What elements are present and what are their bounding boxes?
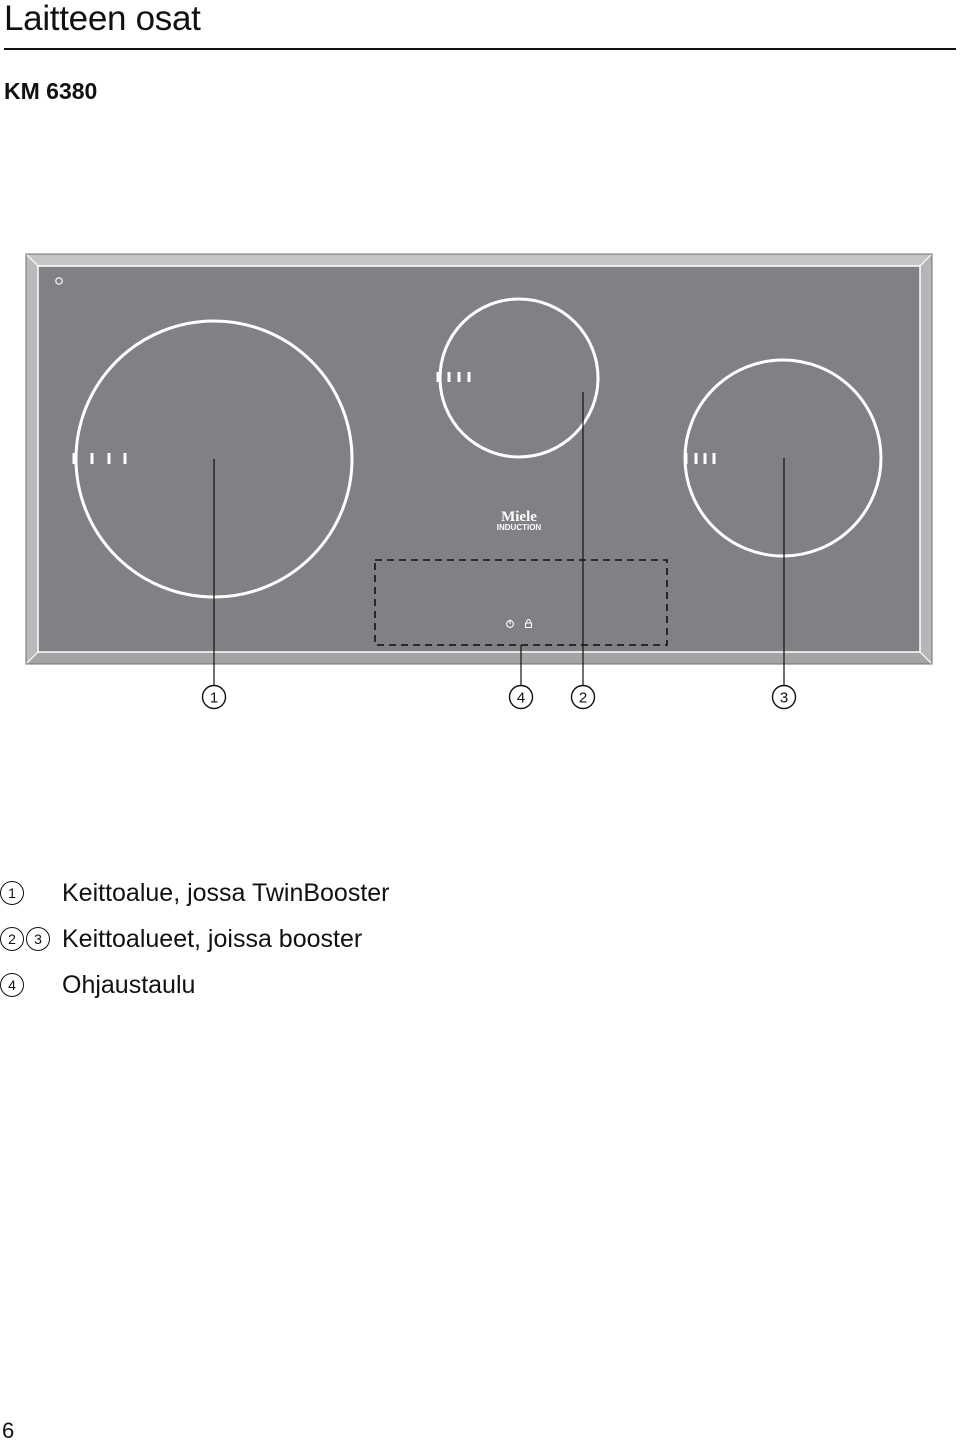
legend-text-3: Ohjaustaulu (62, 971, 196, 999)
callout-2 (572, 686, 595, 709)
callout-4-label: 4 (516, 689, 526, 707)
legend-item-3 (0, 967, 700, 1013)
legend-text-2: Keittoalueet, joissa booster (62, 925, 363, 953)
legend-item-1 (0, 875, 700, 921)
legend-mark-3: 3 (26, 927, 50, 951)
callout-1 (203, 686, 226, 709)
svg-text:Miele: Miele (501, 509, 537, 525)
callout-3 (773, 686, 796, 709)
legend-text-1: Keittoalue, jossa TwinBooster (62, 879, 390, 907)
legend-mark-4: 4 (0, 973, 24, 997)
page-title: Laitteen osat (4, 0, 201, 38)
legend-mark-2: 2 (0, 927, 24, 951)
callout-2-label: 2 (578, 689, 588, 707)
page-number: 6 (2, 1418, 15, 1443)
callout-4 (510, 686, 533, 709)
callout-3-label: 3 (779, 689, 789, 707)
cooktop-frame (26, 254, 932, 664)
cooktop-diagram (0, 240, 960, 720)
legend-item-2 (0, 921, 700, 967)
legend-mark-1: 1 (0, 881, 24, 905)
title-divider (4, 48, 956, 50)
legend (0, 875, 700, 1013)
callout-1-label: 1 (209, 689, 219, 707)
model-name: KM 6380 (4, 78, 98, 104)
brand-logo (497, 509, 542, 532)
svg-text:INDUCTION: INDUCTION (496, 523, 542, 532)
